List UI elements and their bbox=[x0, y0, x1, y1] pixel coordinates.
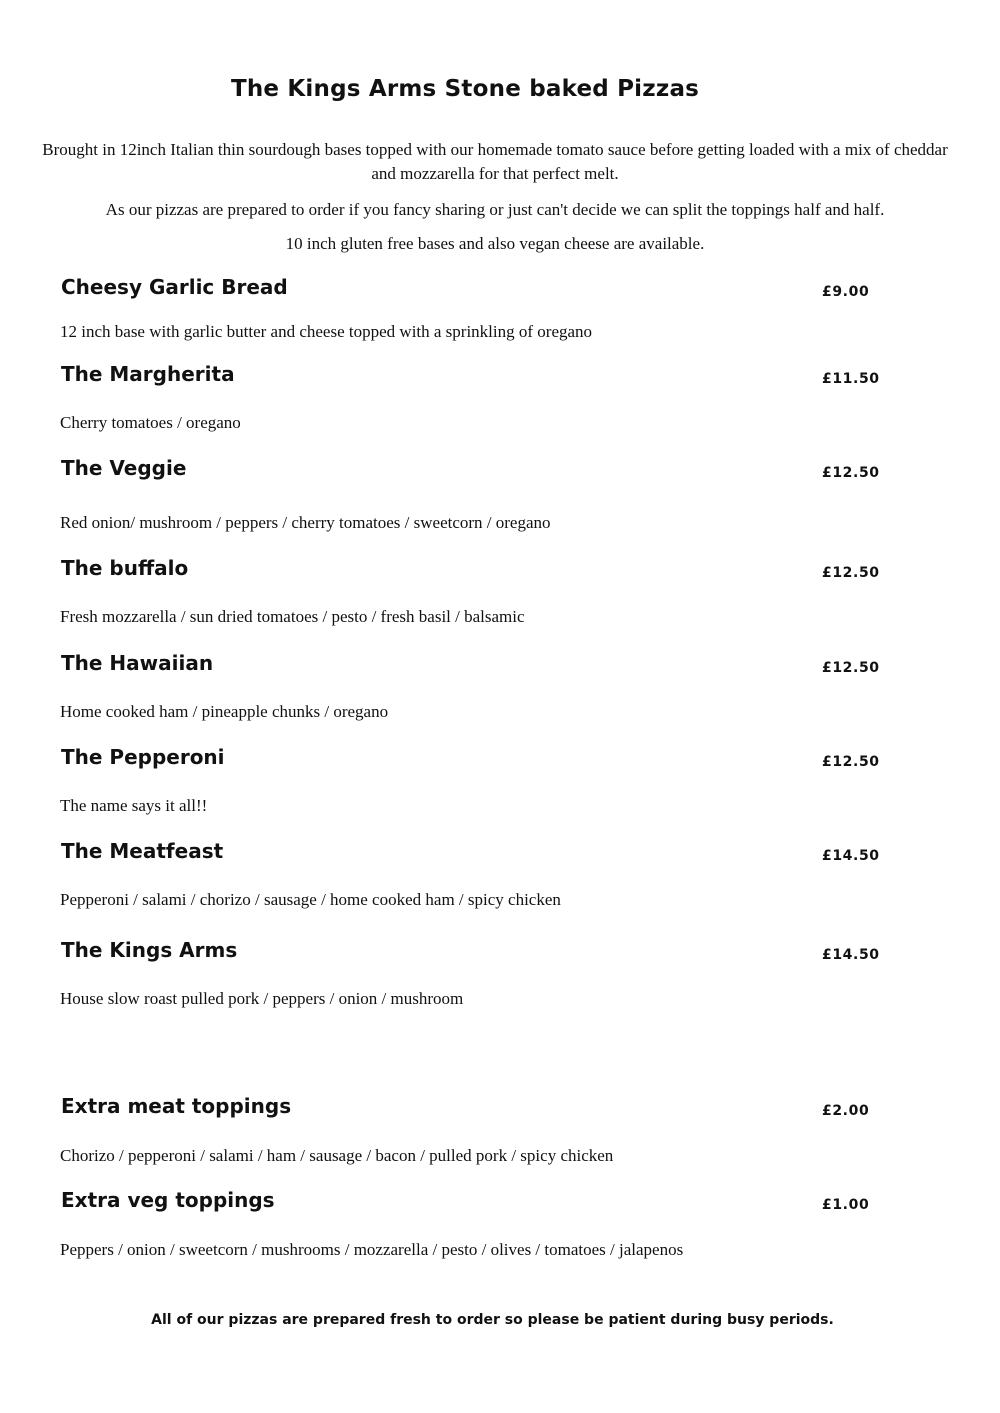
item-description: Home cooked ham / pineapple chunks / oregano bbox=[60, 702, 389, 721]
item-description: House slow roast pulled pork / peppers / onion / mushroom bbox=[60, 989, 464, 1008]
intro-dietary-note: 10 inch gluten free bases and also vegan cheese are available. bbox=[285, 234, 705, 253]
item-price: £12.50 bbox=[822, 754, 880, 770]
item-name: The Kings Arms bbox=[61, 938, 238, 962]
extra-price: £1.00 bbox=[822, 1197, 870, 1213]
item-description: Red onion/ mushroom / peppers / cherry tomatoes / sweetcorn / oregano bbox=[60, 513, 551, 532]
item-description: Pepperoni / salami / chorizo / sausage / home cooked ham / spicy chicken bbox=[60, 890, 561, 909]
item-price: £12.50 bbox=[822, 660, 880, 676]
extra-price: £2.00 bbox=[822, 1103, 870, 1119]
extra-description: Peppers / onion / sweetcorn / mushrooms / mozzarella / pesto / olives / tomatoes / jalapenos bbox=[60, 1240, 684, 1259]
item-price: £9.00 bbox=[822, 284, 870, 300]
item-name: The Pepperoni bbox=[61, 745, 225, 769]
item-name: The Margherita bbox=[61, 362, 235, 386]
item-description: Cherry tomatoes / oregano bbox=[60, 413, 241, 432]
intro-paragraph: Brought in 12inch Italian thin sourdough bases topped with our homemade tomato sauce before getting loaded with a mix of cheddar and mozzarella for that perfect melt. bbox=[42, 140, 948, 183]
item-price: £14.50 bbox=[822, 848, 880, 864]
item-name: The Hawaiian bbox=[61, 651, 214, 675]
item-price: £12.50 bbox=[822, 465, 880, 481]
item-name: The Veggie bbox=[61, 456, 187, 480]
item-price: £12.50 bbox=[822, 565, 880, 581]
item-name: Cheesy Garlic Bread bbox=[61, 275, 288, 299]
item-price: £11.50 bbox=[822, 371, 880, 387]
item-price: £14.50 bbox=[822, 947, 880, 963]
intro-sharing-note: As our pizzas are prepared to order if you fancy sharing or just can't decide we can split the toppings half and half. bbox=[105, 200, 885, 219]
item-name: The Meatfeast bbox=[61, 839, 224, 863]
item-description: Fresh mozzarella / sun dried tomatoes / pesto / fresh basil / balsamic bbox=[60, 607, 525, 626]
page-title: The Kings Arms Stone baked Pizzas bbox=[230, 76, 700, 102]
item-name: The buffalo bbox=[61, 556, 189, 580]
extra-name: Extra meat toppings bbox=[61, 1094, 292, 1118]
extra-description: Chorizo / pepperoni / salami / ham / sausage / bacon / pulled pork / spicy chicken bbox=[60, 1146, 614, 1165]
extra-name: Extra veg toppings bbox=[61, 1188, 275, 1212]
item-description: The name says it all!! bbox=[60, 796, 208, 815]
footer-note: All of our pizzas are prepared fresh to order so please be patient during busy periods. bbox=[151, 1312, 834, 1328]
item-description: 12 inch base with garlic butter and cheese topped with a sprinkling of oregano bbox=[60, 322, 593, 341]
